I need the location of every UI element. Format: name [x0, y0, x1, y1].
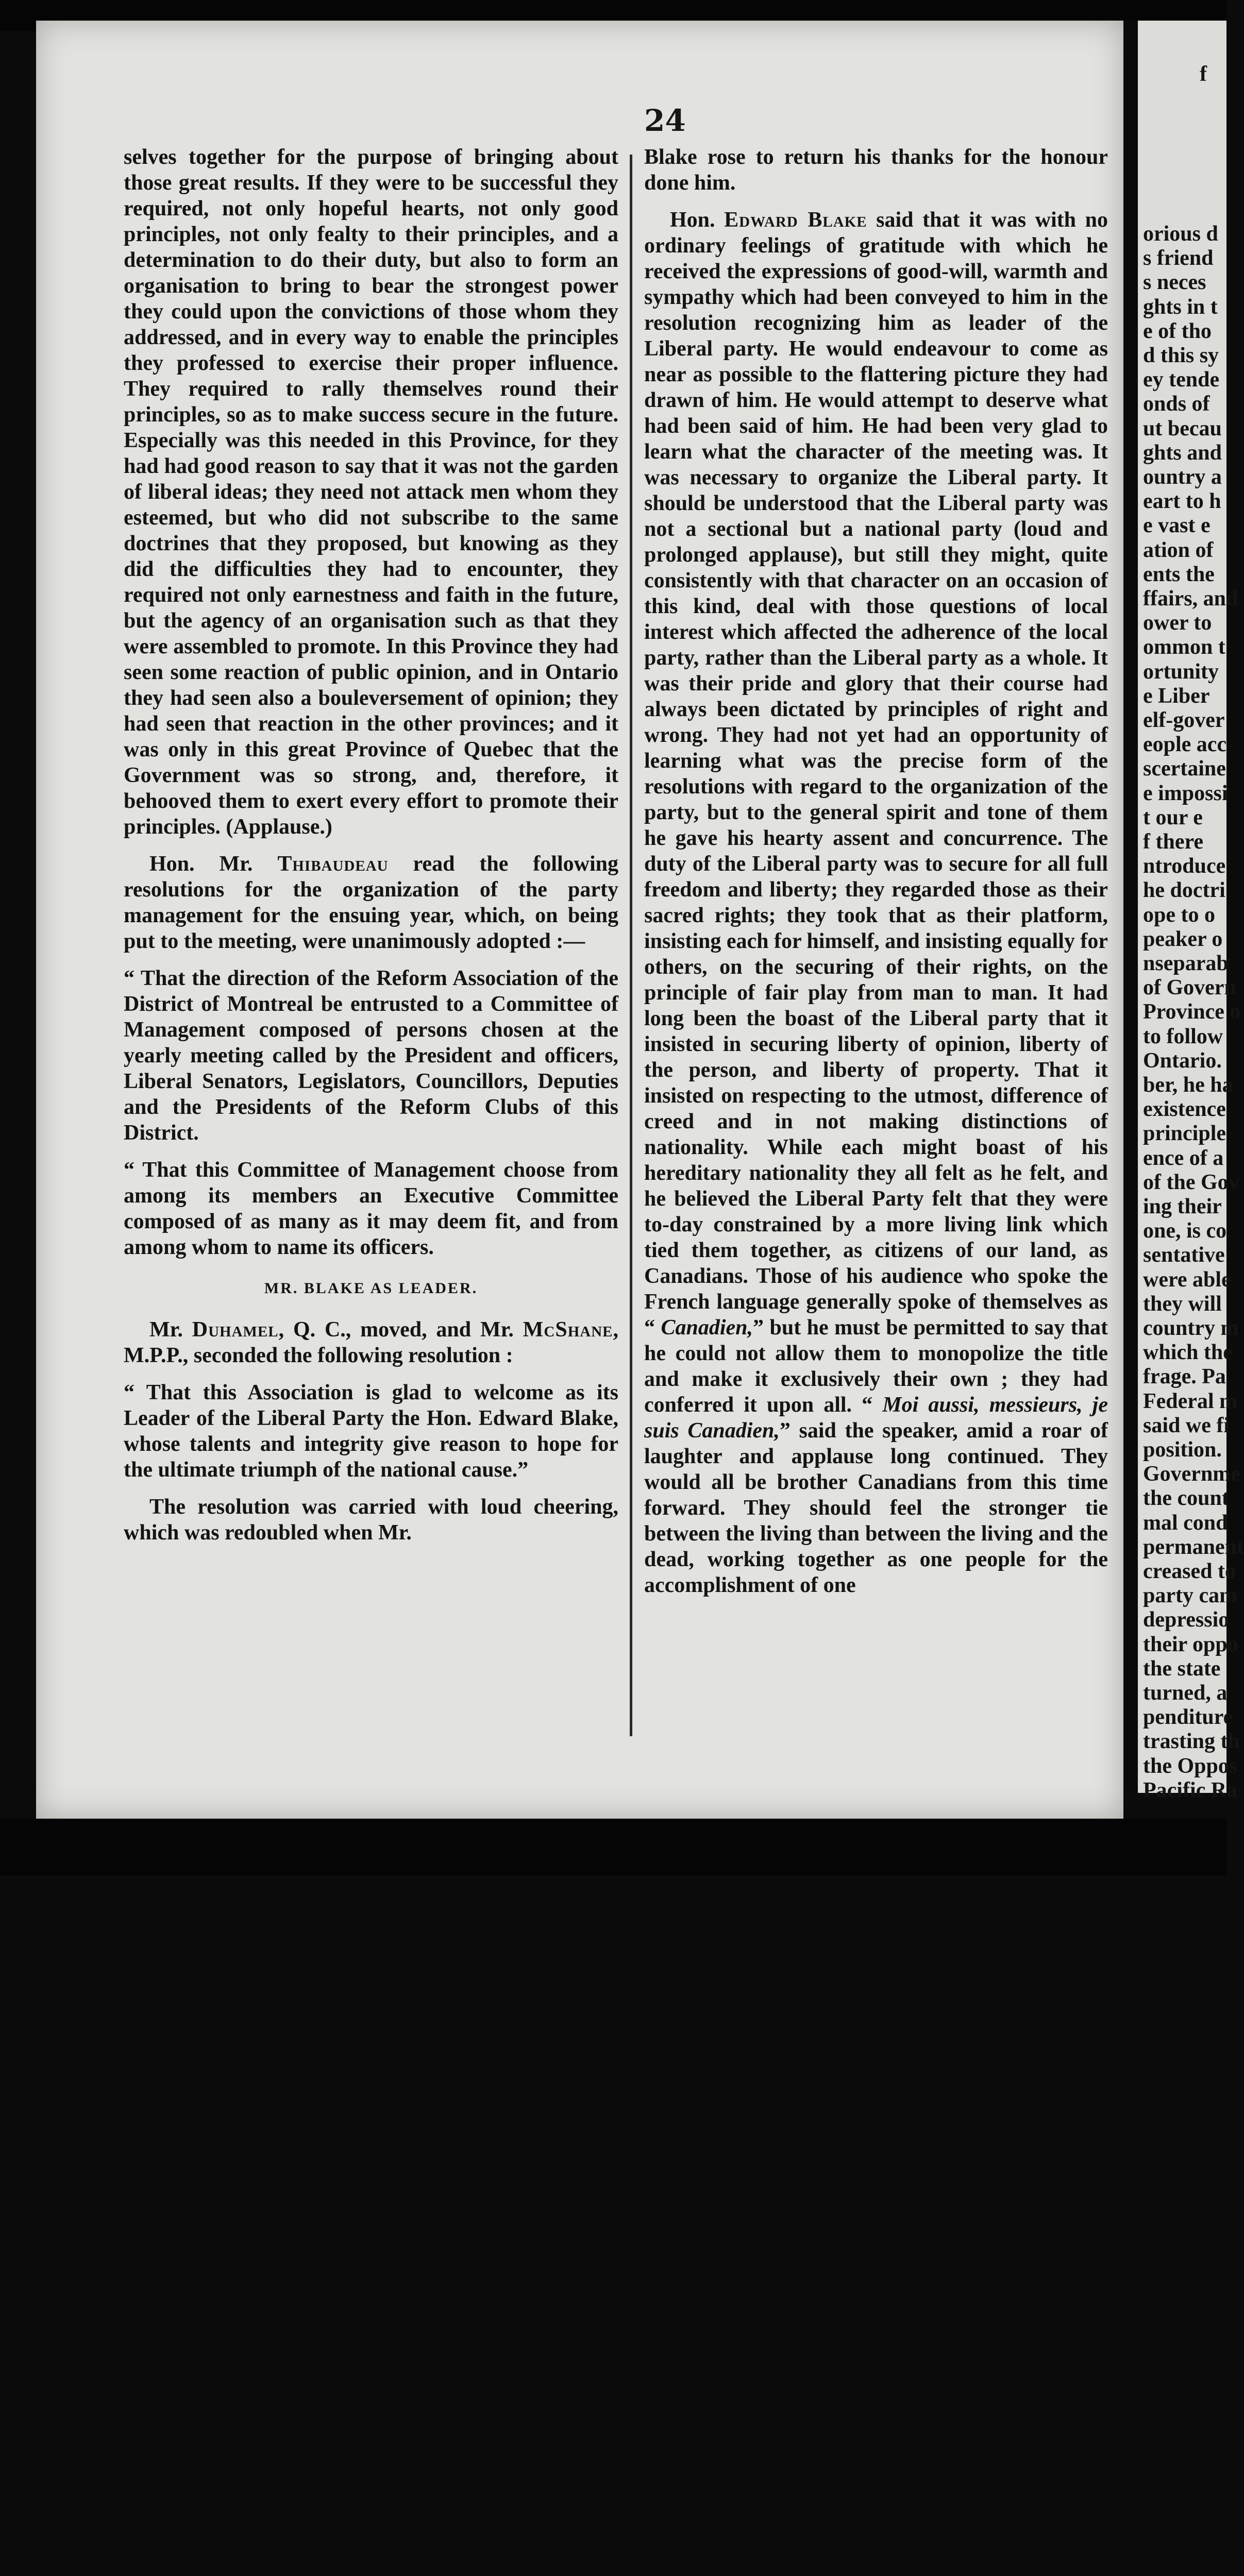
adjacent-page-line: one, is co — [1143, 1219, 1227, 1243]
adjacent-page-line: s friend — [1143, 246, 1214, 270]
adjacent-page-line: penditure — [1143, 1705, 1233, 1730]
adjacent-page-line: ence of a — [1143, 1146, 1224, 1170]
adjacent-page-line: permanent — [1143, 1535, 1244, 1559]
adjacent-page-line: the state — [1143, 1656, 1221, 1681]
adjacent-page-line: of Govern — [1143, 976, 1236, 1000]
adjacent-page-line: e Liber — [1143, 684, 1210, 708]
thibaudeau-text: read the following resolutions for the organization of the party management for the ensuing year, which, on being put to the meeting, were unanimously adopted :— — [124, 852, 618, 953]
adjacent-page-line: ortunity — [1143, 659, 1219, 684]
opening-paragraph: selves together for the purpose of bringing about those great results. If they were to be successful they required, not only hopeful hearts, not only good principles, not only fealty to their principles, and a determination to do their duty, but also to form an organisation to bring to bear the strongest power they could upon the convictions of those whom they addressed, and in every way to enable the principles they professed to exercise their proper influence. They required to rally themselves round their principles, so as to make success secure in the future. Especially was this needed in this Province, for they had had good reason to say that it was not the garden of liberal ideas; they need not attack men whom they esteemed, but who did not subscribe to the same doctrines that they proposed, but knowing as they did the difficulties they had to encounter, they required not only earnestness and faith in the future, but the agency of an organisation such as that they were assembled to promote. In this Province they had seen some reaction of public opinion, and in Ontario they had seen also a bouleversement of opinion; they had seen that reaction in the other provinces; and it was only in this great Province of Quebec that the Government was so strong, and, therefore, it behooved them to exert every effort to promote their principles. (Applause.) — [124, 145, 618, 839]
adjacent-page-line: were able — [1143, 1267, 1231, 1292]
adjacent-page-line: their oppo — [1143, 1632, 1238, 1656]
adjacent-page-line: ommon t — [1143, 635, 1225, 659]
adjacent-page-line: t our e — [1143, 805, 1203, 829]
adjacent-page-line: ountry a — [1143, 465, 1222, 489]
adjacent-page-line: ower to — [1143, 611, 1212, 635]
adjacent-page-line: elf-gover — [1143, 708, 1225, 732]
adjacent-page-line: eart to h — [1143, 489, 1221, 514]
adjacent-page-line: Federal m — [1143, 1389, 1238, 1413]
adjacent-page-line: of the Gov — [1143, 1170, 1239, 1194]
adjacent-page-line: ut becau — [1143, 416, 1222, 440]
adjacent-page-line: peaker o — [1143, 927, 1223, 951]
adjacent-page-line: ghts and — [1143, 440, 1222, 465]
section-heading: MR. BLAKE AS LEADER. — [264, 1280, 478, 1297]
middle-opening: Blake rose to return his thanks for the honour done him. — [644, 145, 1108, 195]
adjacent-page-line: they will — [1143, 1292, 1222, 1316]
adjacent-page-line: s neces — [1143, 270, 1206, 295]
column-divider — [630, 155, 632, 1736]
speaker-prefix: Hon. — [670, 208, 725, 232]
adjacent-page-line: Pacific Ra — [1143, 1778, 1238, 1802]
adjacent-page-line: which the — [1143, 1341, 1233, 1365]
adjacent-page-line: frage. Pa — [1143, 1365, 1226, 1389]
speech-italic-moi-aussi: Moi aussi, messieurs, je suis Canadien, — [644, 1393, 1108, 1443]
adjacent-page-line: he doctri — [1143, 878, 1225, 903]
adjacent-page-line: mal cond — [1143, 1511, 1228, 1535]
adjacent-page-line: Ontario. — [1143, 1048, 1222, 1073]
adjacent-page-line: to follow — [1143, 1024, 1223, 1048]
resolution-blake-leader: “ That this Association is glad to welcome as its Leader of the Liberal Party the Hon. Edward Blake, whose talents and integrity give reason to hope for the ultimate triumph of the national cause.” — [124, 1381, 618, 1482]
adjacent-page-line: creased to — [1143, 1560, 1236, 1583]
adjacent-page-line: the Oppos — [1143, 1754, 1238, 1778]
adjacent-page-line: depressio — [1143, 1608, 1230, 1632]
motion-mid: , Q. C., moved, and Mr. — [278, 1318, 523, 1342]
adjacent-page-line: ghts in t — [1143, 295, 1218, 319]
adjacent-page-line: e impossi — [1143, 781, 1228, 805]
blake-speech — [644, 207, 1108, 1598]
thibaudeau-name: Thibaudeau — [277, 852, 389, 876]
speech-part-3: ” said the speaker, amid a roar of laughter and applause long continued. They would all be brother Canadians from this time forward. They should feel the stronger tie between the living than between the living and the dead, working together as one people for the accomplishment of one — [644, 1419, 1108, 1597]
page-number: 24 — [644, 103, 686, 138]
motion-paragraph — [124, 1317, 618, 1368]
adjacent-page-line: said we fi — [1143, 1413, 1230, 1437]
adjacent-page-line: existence — [1143, 1097, 1226, 1122]
adjacent-page-line: nseparab — [1143, 952, 1229, 975]
adjacent-page-line: e of tho — [1143, 319, 1212, 343]
adjacent-page-line: f — [1200, 62, 1207, 86]
adjacent-page-line: Governme — [1143, 1462, 1240, 1486]
adjacent-page-line: orious d — [1143, 222, 1218, 246]
adjacent-page-line: e vast e — [1143, 514, 1211, 538]
adjacent-page-line: ents the — [1143, 562, 1215, 586]
speaker-name: Edward Blake — [724, 208, 867, 232]
adjacent-page-line: ntroduce — [1143, 854, 1226, 878]
adjacent-page-line: onds of — [1143, 392, 1210, 416]
left-column — [124, 144, 618, 1557]
adjacent-page-line: position. — [1143, 1438, 1222, 1462]
adjacent-page-line: scertaine — [1143, 757, 1226, 781]
speech-part-1: said that it was with no ordinary feelings of gratitude with which he received the expressions of good-will, warmth and sympathy which had been conveyed to him in the resolution recognizing him as leader of the Liberal party. He would endeavour to come as near as possible to the flattering picture they had drawn of him. He would attempt to deserve what had been said of him. He had been very glad to learn what the character of the meeting was. It was necessary to organize the Liberal party. It should be understood that the Liberal party was not a sectional but a national party (loud and prolonged applause), but still they might, quite consistently with that character on an occasion of this kind, deal with those questions of local interest which affected the adherence of the local party, rather than the Liberal party as a whole. It was their pride and glory that their course had always been dictated by principles of right and wrong. They had not yet had an opportunity of learning what was the precise form of the resolutions with regard to the organization of the party, but to the general spirit and tone of them he gave his hearty assent and concurrence. The duty of the Liberal party was to secure for all full freedom and liberty; they regarded those as their sacred rights; they took that as their platform, insisting each for himself, and insisting equally for others, on the securing of their rights, on the principle of fair play from man to man. It had long been the boast of the Liberal party that it insisted in securing liberty of opinion, liberty of the person, and liberty of property. That it insisted on respecting to the utmost, difference of creed and in not making distinctions of nationality. While each might boast of his hereditary nationality they all felt as he felt, and he believed the Liberal Party felt that they were to-day constrained by a more living link which tied them together, as citizens of our land, as Canadians. Those of his audience who spoke the French language generally spoke of themselves as “ — [644, 208, 1108, 1340]
adjacent-page-line: Province o — [1143, 1000, 1241, 1024]
adjacent-page-line: f there — [1143, 830, 1203, 854]
adjacent-page-line: country m — [1143, 1316, 1239, 1340]
adjacent-page-line: d this sy — [1143, 344, 1219, 367]
thibaudeau-prefix: Hon. Mr. — [149, 852, 278, 876]
adjacent-page-line: ation of — [1143, 538, 1214, 562]
closing-paragraph: The resolution was carried with loud cheering, which was redoubled when Mr. — [124, 1495, 618, 1545]
motion-name-duhamel: Duhamel — [192, 1318, 279, 1342]
scan-border-bottom — [0, 1819, 1226, 1875]
adjacent-page-fragment — [1123, 21, 1244, 1802]
motion-name-mcshane: McShane — [523, 1318, 613, 1342]
adjacent-page-line: ber, he ha — [1143, 1073, 1233, 1097]
adjacent-page-line: principle — [1143, 1122, 1226, 1146]
adjacent-page-line: the count — [1143, 1486, 1229, 1511]
motion-prefix: Mr. — [149, 1318, 192, 1342]
speech-italic-canadien: Canadien, — [661, 1316, 753, 1340]
adjacent-page-line: sentative — [1143, 1243, 1225, 1267]
adjacent-page-line: ing their — [1143, 1195, 1222, 1218]
resolution-committee-management: “ That the direction of the Reform Association of the District of Montreal be entrusted to a Committee of Management composed of persons chosen at the yearly meeting called by the President and officers, Liberal Senators, Legislators, Councillors, Deputies and the Presidents of the Reform Clubs of this District. — [124, 967, 618, 1145]
motion-suffix: , M.P.P., seconded the following resolution : — [124, 1318, 618, 1367]
thibaudeau-paragraph — [124, 851, 618, 954]
adjacent-page-line: eople acc — [1143, 733, 1227, 757]
adjacent-page-line: ffairs, and — [1143, 587, 1238, 611]
adjacent-page-line: ey tende — [1143, 368, 1220, 392]
adjacent-page-line: party cam — [1143, 1584, 1238, 1608]
adjacent-page-line: turned, a — [1143, 1681, 1228, 1705]
resolution-executive-committee: “ That this Committee of Management choose from among its members an Executive Committee composed of as many as it may deem fit, and from among whom to name its officers. — [124, 1158, 618, 1259]
adjacent-page-line: ope to o — [1143, 903, 1215, 927]
adjacent-page-line: trasting th — [1143, 1730, 1240, 1754]
middle-column — [644, 144, 1108, 1609]
speech-part-2: ” but he must be permitted to say that he could not allow them to monopolize the title and make it exclusively their own ; they had conferred it upon all. “ — [644, 1316, 1108, 1417]
